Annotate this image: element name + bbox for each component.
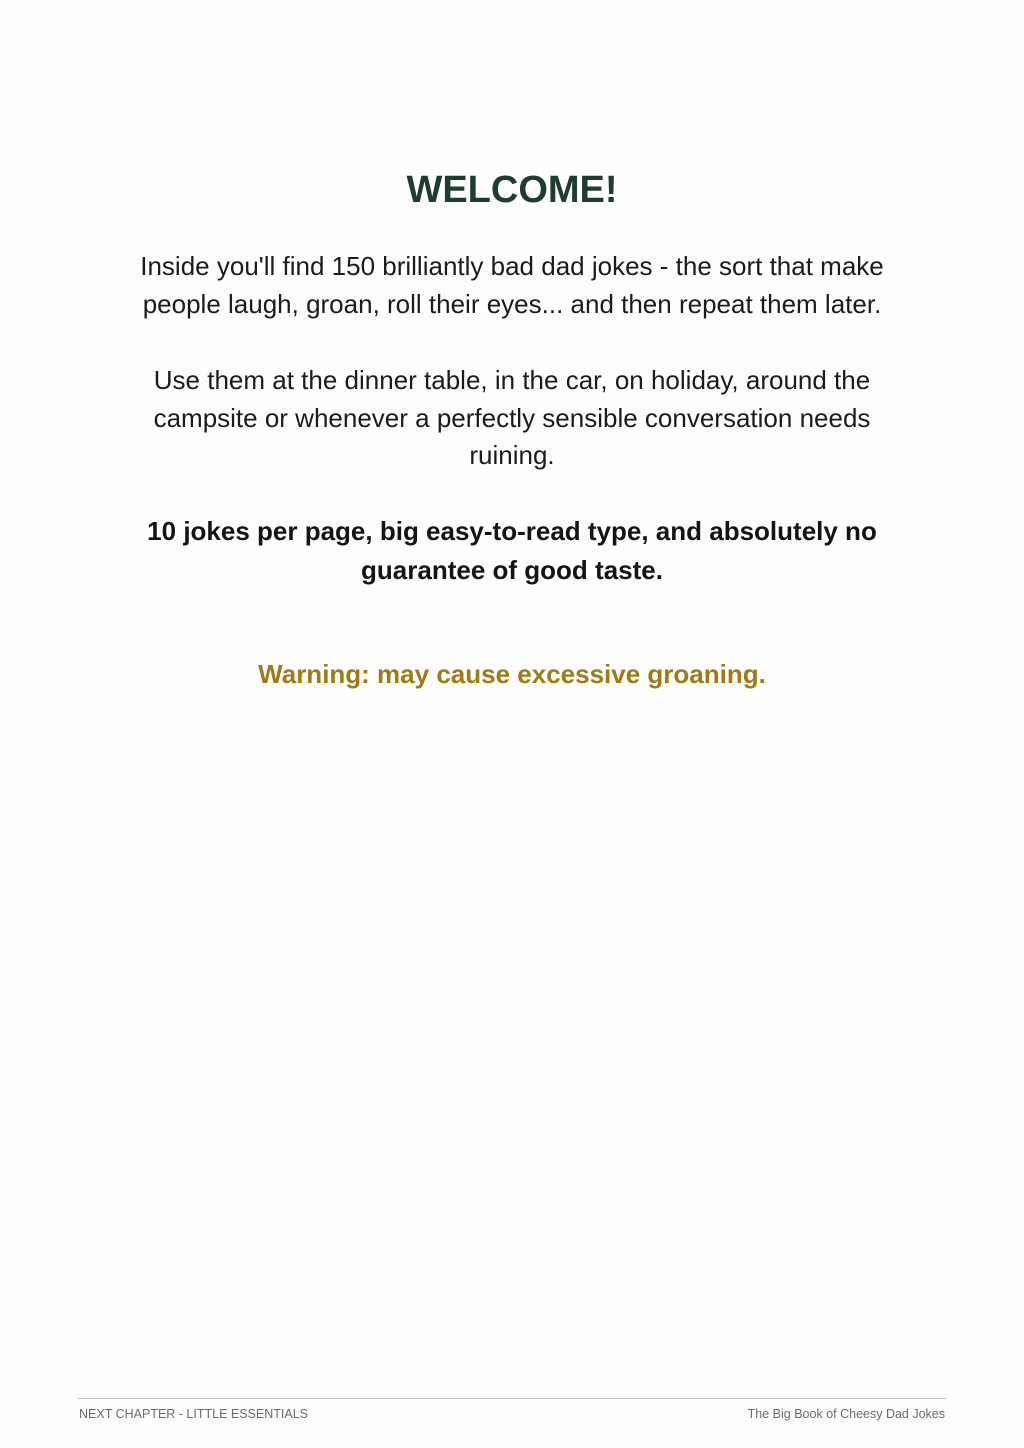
intro-paragraph: Inside you'll find 150 brilliantly bad dad jokes - the sort that make people laugh, groan, roll their eyes... and then repeat them later. (140, 251, 884, 319)
page-title: WELCOME! (406, 169, 618, 211)
footer-divider (78, 1398, 946, 1399)
format-paragraph: 10 jokes per page, big easy-to-read type, and absolutely no guarantee of good taste. (147, 516, 877, 585)
usage-paragraph: Use them at the dinner table, in the car, on holiday, around the campsite or whenever a perfectly sensible conversation needs ruining. (153, 365, 871, 470)
warning-text: Warning: may cause excessive groaning. (258, 659, 766, 689)
footer-chapter-label: NEXT CHAPTER - LITTLE ESSENTIALS (79, 1407, 308, 1421)
footer-book-title: The Big Book of Cheesy Dad Jokes (747, 1407, 945, 1421)
